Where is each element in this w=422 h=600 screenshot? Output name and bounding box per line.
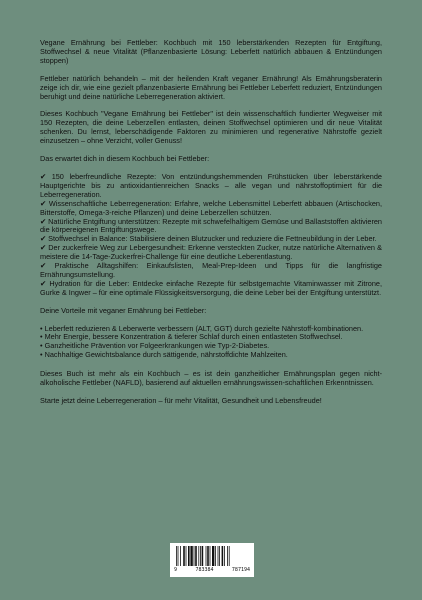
barcode-bar [227, 546, 228, 566]
barcode-bar [190, 546, 192, 566]
closing-paragraph: Dieses Buch ist mehr als ein Kochbuch – es ist dein ganzheitlicher Ernährungsplan gegen nicht-alkoholische Fettleber (NAFLD), basierend auf aktuellen ernährungswissen-schaftlichen Erkenntnissen. [40, 369, 382, 388]
barcode-bar [188, 546, 190, 566]
feature-item: ✔ Praktische Alltagshilfen: Einkaufslisten, Meal-Prep-Ideen und Tipps für die langfristige Ernährungsumstellung. [40, 261, 382, 279]
book-title-paragraph: Vegane Ernährung bei Fettleber: Kochbuch mit 150 leberstärkenden Rezepten für Entgiftung, Stoffwechsel & neue Vitalität (Pflanzenbasierte Lösung: Leberfett natürlich abbauen & Entzündungen stoppen) [40, 38, 382, 65]
call-to-action: Starte jetzt deine Leberregeneration – für mehr Vitalität, Gesundheit und Lebensfreude! [40, 396, 322, 405]
barcode-bar [200, 546, 201, 566]
barcode-bar [194, 546, 195, 566]
barcode-bar [198, 546, 199, 566]
barcode-bar [206, 546, 207, 566]
barcode-bar [178, 546, 179, 566]
benefit-item: • Leberfett reduzieren & Leberwerte verbessern (ALT, GGT) durch gezielte Nährstoff-kombinationen. [40, 323, 364, 333]
benefit-item: • Nachhaltige Gewichtsbalance durch sättigende, nährstoffdichte Mahlzeiten. [40, 350, 288, 360]
barcode-bar [218, 546, 219, 566]
barcode-bar [224, 546, 225, 566]
feature-item: ✔ Stoffwechsel in Balance: Stabilisiere deinen Blutzucker und reduziere die Fettneubildung in der Leber. [40, 234, 377, 244]
feature-item: ✔ Wissenschaftliche Leberregeneration: Erfahre, welche Lebensmittel Leberfett abbauen (Artischocken, Bitterstoffe, Omega-3-reiche Pflanzen) und deine Leberzellen schützen. [40, 198, 382, 217]
barcode-bar [195, 546, 197, 566]
benefits-heading: Deine Vorteile mit veganer Ernährung bei Fettleber: [40, 305, 207, 315]
feature-item: ✔ Der zuckerfreie Weg zur Lebergesundheit: Erkenne versteckten Zucker, nutze natürliche Alternativen & meistere die 14-Tage-Zuckerfrei-Challenge für eine deutliche Leberentlastung. [40, 243, 382, 262]
feature-item: ✔ 150 leberfreundliche Rezepte: Von entzündungshemmenden Frühstücken über leberstärkende Hauptgerichte bis zu antioxidantienreichen Snacks – alle vegan und nährstoffoptimiert für die Leberregeneration. [40, 171, 382, 199]
barcode-bar [215, 546, 216, 566]
intro-paragraph: Fettleber natürlich behandeln – mit der heilenden Kraft veganer Ernährung! Als Ernährungsberaterin zeige ich dir, wie eine gezielt pflanzenbasierte Ernährung bei Fettleber Leberfett reduziert, Entzündungen beruhigt und deine natürliche Leberregeneration aktiviert. [40, 73, 382, 101]
feature-item: ✔ Hydration für die Leber: Entdecke einfache Rezepte für selbstgemachte Vitaminwasser mit Zitrone, Gurke & Ingwer – für eine optimale Flüssigkeitsversorgung, die deine Leber bei der Entgiftung unterstützt. [40, 278, 382, 297]
barcode-digits [174, 567, 250, 573]
barcode-bar [210, 546, 211, 566]
feature-list [40, 173, 382, 298]
barcode-bars [174, 546, 250, 566]
barcode-bar [219, 546, 220, 566]
barcode-bar [207, 546, 209, 566]
barcode-bar [222, 546, 224, 566]
feature-item: ✔ Natürliche Entgiftung unterstützen: Rezepte mit schwefelhaltigem Gemüse und Ballaststoffen aktivieren die körpereigenen Entgiftungswege. [40, 216, 382, 235]
barcode-bar [202, 546, 204, 566]
features-heading: Das erwartet dich in diesem Kochbuch bei Fettleber: [40, 154, 210, 164]
barcode-bar [176, 546, 177, 566]
barcode-bar [183, 546, 185, 566]
isbn-barcode [170, 543, 254, 577]
barcode-bar [212, 546, 214, 566]
benefit-item: • Mehr Energie, bessere Konzentration & tieferer Schlaf durch einen entlasteten Stoffwechsel. [40, 332, 343, 342]
barcode-bar [180, 546, 181, 566]
barcode-digit-prefix: 9 [174, 567, 178, 573]
benefit-item: • Ganzheitliche Prävention vor Folgeerkrankungen wie Typ-2-Diabetes. [40, 341, 270, 351]
barcode-digit-group-right: 787194 [231, 567, 250, 573]
barcode-digit-group-left: 783384 [195, 567, 214, 573]
benefit-list [40, 325, 382, 361]
description-paragraph: Dieses Kochbuch "Vegane Ernährung bei Fettleber" ist dein wissenschaftlich fundierter Wegweiser mit 150 Rezepten, die deine Leberzellen entlasten, deinen Stoffwechsel optimieren und dir neue Vitalität schenken. Du lernst, leberschädigende Faktoren zu minimieren und regenerative Nährstoffe gezielt einzusetzen – ohne Verzicht, voller Genuss! [40, 109, 382, 146]
barcode-bar [229, 546, 230, 566]
barcode-bar [186, 546, 187, 566]
